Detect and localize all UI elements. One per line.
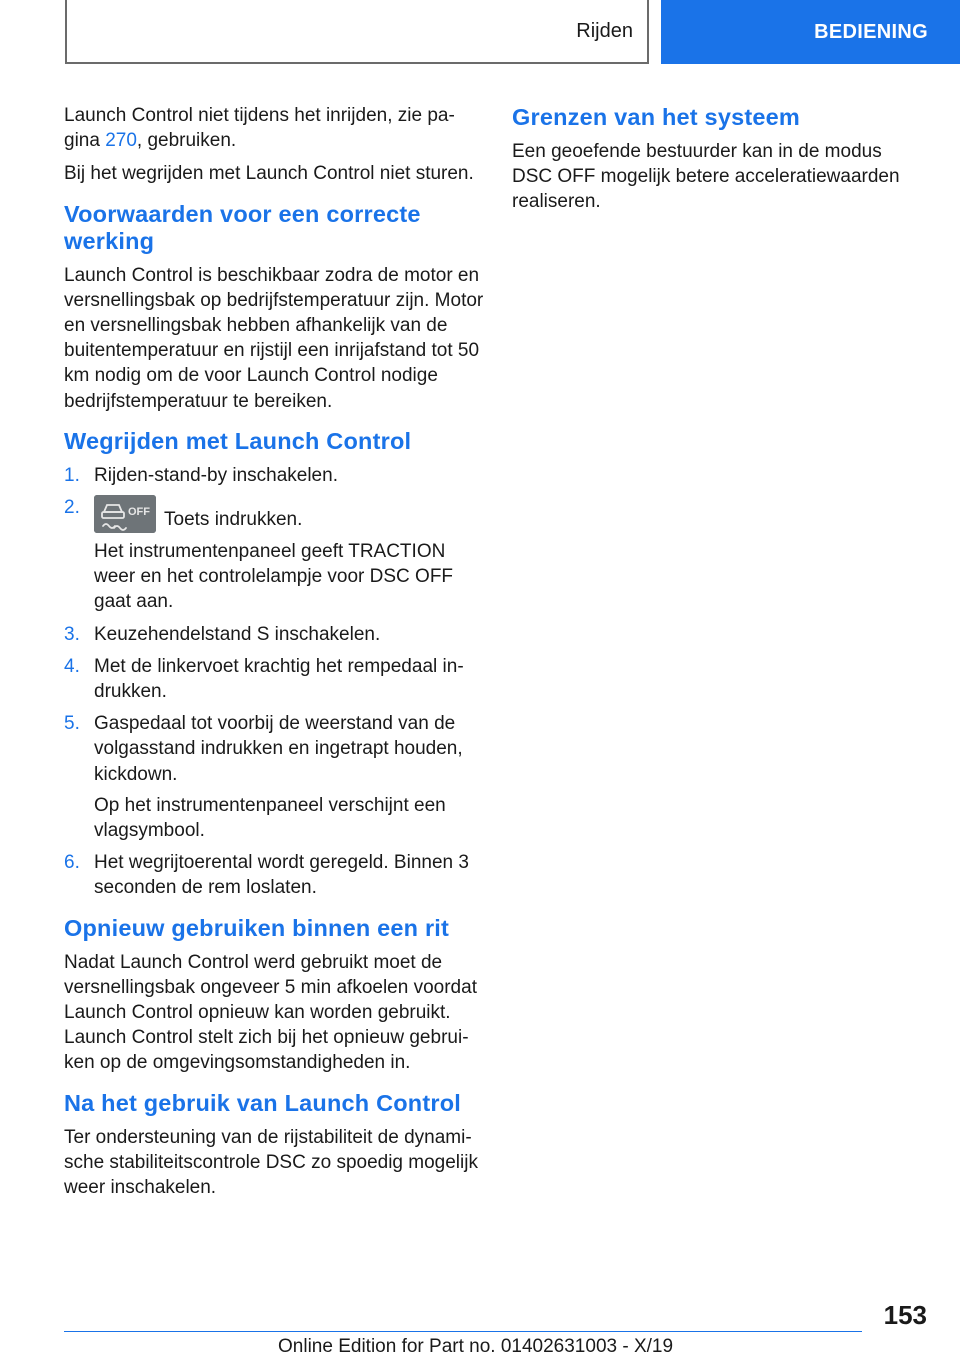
heading-requirements: Voorwaarden voor een correcte werking: [64, 200, 421, 254]
page-number: 153: [883, 1300, 927, 1330]
page-reference-link[interactable]: 270: [105, 130, 137, 152]
section-tab: [661, 0, 960, 64]
step-number: 6.: [64, 852, 80, 874]
drive-off-steps: [64, 463, 484, 901]
step-number: 3.: [64, 623, 80, 645]
left-column: [64, 103, 484, 1208]
intro-paragraph-2: Bij het wegrijden met Launch Control niet sturen.: [64, 163, 474, 185]
button-off-label: OFF: [128, 506, 150, 519]
heading-reuse: Opnieuw gebruiken binnen een rit: [64, 914, 450, 941]
after-use-text: Ter ondersteuning van de rijstabiliteit de dynamische stabiliteitscontrole DSC zo spoedig mogelijk weer inschakelen.: [64, 1126, 478, 1199]
step-number: 2.: [64, 497, 80, 519]
dsc-off-button-icon: [94, 495, 156, 533]
step-number: 4.: [64, 655, 80, 677]
list-item: 3. Keuzehendelstand S inschakelen.: [64, 622, 484, 647]
section-title: BEDIENING: [814, 20, 928, 43]
list-item: 5. Gaspedaal tot voorbij de weerstand van de volgasstand indrukken en ingetrapt houden, kickdown. Op het instrumentenpaneel verschijnt een vlagsymbool.: [64, 713, 463, 842]
requirements-text: Launch Control is beschikbaar zodra de motor en versnellingsbak op bedrijfstemperatuur zijn. Motor en versnellingsbak hebben afhankelijk van de buitentemperatuur en rijstijl een inrijafstand tot 50 km nodig om de voor Launch Control nodige bedrijfstemperatuur te bereiken.: [64, 264, 484, 412]
step-number: 5.: [64, 713, 80, 735]
edition-text: Online Edition for Part no. 01402631003 - X/19: [278, 1336, 674, 1357]
heading-system-limits: Grenzen van het systeem: [512, 104, 801, 130]
list-item: 2. OFF Toets indrukken. Het instrumentenpaneel geeft TRACTION weer en het controlelampje voor DSC OFF gaat aan.: [64, 497, 454, 613]
step-number: 1.: [64, 464, 80, 486]
right-column: [512, 104, 912, 223]
heading-after-use: Na het gebruik van Launch Control: [64, 1089, 462, 1116]
intro-paragraph-1: Launch Control niet tijdens het inrijden, zie pagina 270, gebruiken.: [64, 105, 455, 152]
list-item: 6. Het wegrijtoerental wordt geregeld. Binnen 3 seconden de rem loslaten.: [64, 852, 469, 899]
reuse-text: Nadat Launch Control werd gebruikt moet de versnellingsbak ongeveer 5 min afkoelen voordat Launch Control opnieuw kan worden gebruikt. Launch Control stelt zich bij het opnieuw gebruiken op de omgevingsomstandigheden in.: [64, 951, 477, 1074]
list-item: 1. Rijden-stand-by inschakelen.: [64, 463, 484, 488]
chapter-title: Rijden: [576, 19, 633, 42]
heading-drive-off: Wegrijden met Launch Control: [64, 427, 412, 454]
chapter-tab: [65, 0, 649, 64]
system-limits-text: Een geoefende bestuurder kan in de modus DSC OFF mogelijk betere acceleratiewaarden realiseren.: [512, 141, 900, 213]
list-item: 4. Met de linkervoet krachtig het rempedaal indrukken.: [64, 655, 464, 703]
footer-divider: [64, 1331, 862, 1332]
